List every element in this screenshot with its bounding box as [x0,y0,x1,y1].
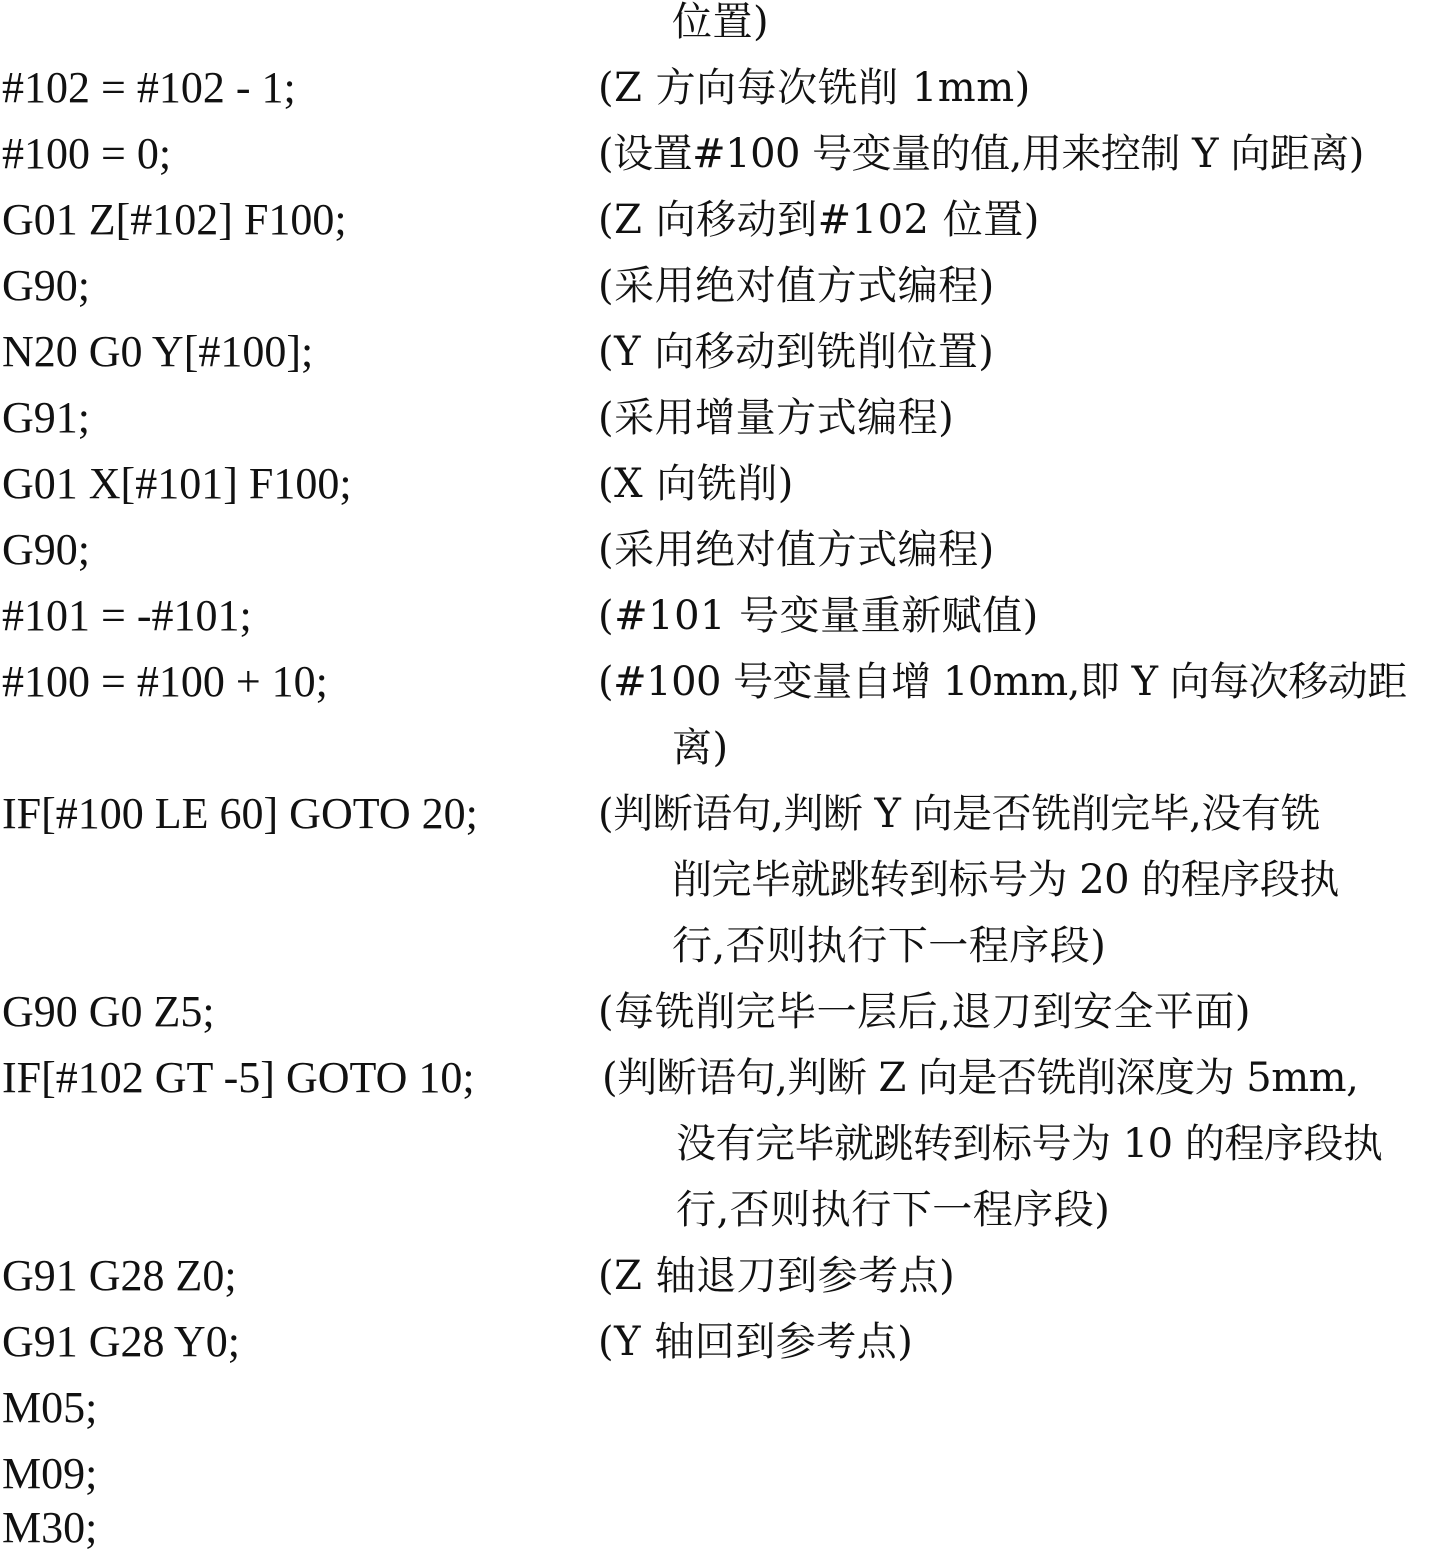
program-line [0,253,1440,319]
comment-text: (#100 号变量自增 10mm,即 Y 向每次移动距 [598,659,1407,705]
comment-text: (采用增量方式编程) [598,395,955,441]
comment-text: (采用绝对值方式编程) [598,527,995,573]
comment-text: (判断语句,判断 Z 向是否铣削深度为 5mm, [602,1055,1359,1101]
comment-continuation: 没有完毕就跳转到标号为 10 的程序段执 [676,1121,1383,1167]
program-line [0,1309,1440,1375]
program-line [0,781,1440,847]
program-line [0,187,1440,253]
program-line [0,0,1440,55]
program-line [0,517,1440,583]
program-line [0,121,1440,187]
program-line [0,1177,1440,1243]
code-text: IF[#102 GT -5] GOTO 10; [2,1053,475,1102]
program-line [0,451,1440,517]
comment-text: (每铣削完毕一层后,退刀到安全平面) [598,989,1251,1035]
program-line [0,55,1440,121]
program-line [0,1045,1440,1111]
comment-text: (#101 号变量重新赋值) [598,593,1039,639]
code-text: G91 G28 Y0; [2,1317,240,1366]
program-line [0,649,1440,715]
code-text: G01 Z[#102] F100; [2,195,347,244]
comment-text: (Y 向移动到铣削位置) [598,329,995,375]
program-line [0,583,1440,649]
comment-text: (设置#100 号变量的值,用来控制 Y 向距离) [598,131,1364,177]
code-text: #100 = 0; [2,129,172,178]
code-text: G90; [2,261,90,310]
program-line [0,1495,1440,1561]
program-line [0,1375,1440,1441]
program-line [0,1111,1440,1177]
comment-continuation: 位置) [672,0,770,45]
program-line [0,1243,1440,1309]
comment-text: (X 向铣削) [598,461,794,507]
code-text: G90; [2,525,90,574]
comment-continuation: 行,否则执行下一程序段) [672,923,1107,969]
comment-text: (Z 向移动到#102 位置) [598,197,1040,243]
program-line [0,913,1440,979]
program-line [0,847,1440,913]
code-text: G01 X[#101] F100; [2,459,352,508]
comment-continuation: 削完毕就跳转到标号为 20 的程序段执 [672,857,1339,903]
code-text: G91; [2,393,90,442]
comment-text: (采用绝对值方式编程) [598,263,995,309]
code-text: M05; [2,1383,98,1432]
code-text: #101 = -#101; [2,591,252,640]
comment-text: (Z 方向每次铣削 1mm) [598,65,1031,111]
comment-text: (判断语句,判断 Y 向是否铣削完毕,没有铣 [598,791,1320,837]
code-text: N20 G0 Y[#100]; [2,327,314,376]
program-line [0,319,1440,385]
code-text: G91 G28 Z0; [2,1251,237,1300]
code-text: IF[#100 LE 60] GOTO 20; [2,789,478,838]
program-line [0,979,1440,1045]
code-text: #100 = #100 + 10; [2,657,328,706]
comment-text: (Z 轴退刀到参考点) [598,1253,956,1299]
comment-text: (Y 轴回到参考点) [598,1319,914,1365]
code-text: M09; [2,1449,98,1498]
code-text: #102 = #102 - 1; [2,63,296,112]
program-line [0,715,1440,781]
comment-continuation: 行,否则执行下一程序段) [676,1187,1111,1233]
comment-continuation: 离) [672,725,729,771]
code-text: M30; [2,1503,98,1552]
program-line [0,385,1440,451]
code-text: G90 G0 Z5; [2,987,215,1036]
